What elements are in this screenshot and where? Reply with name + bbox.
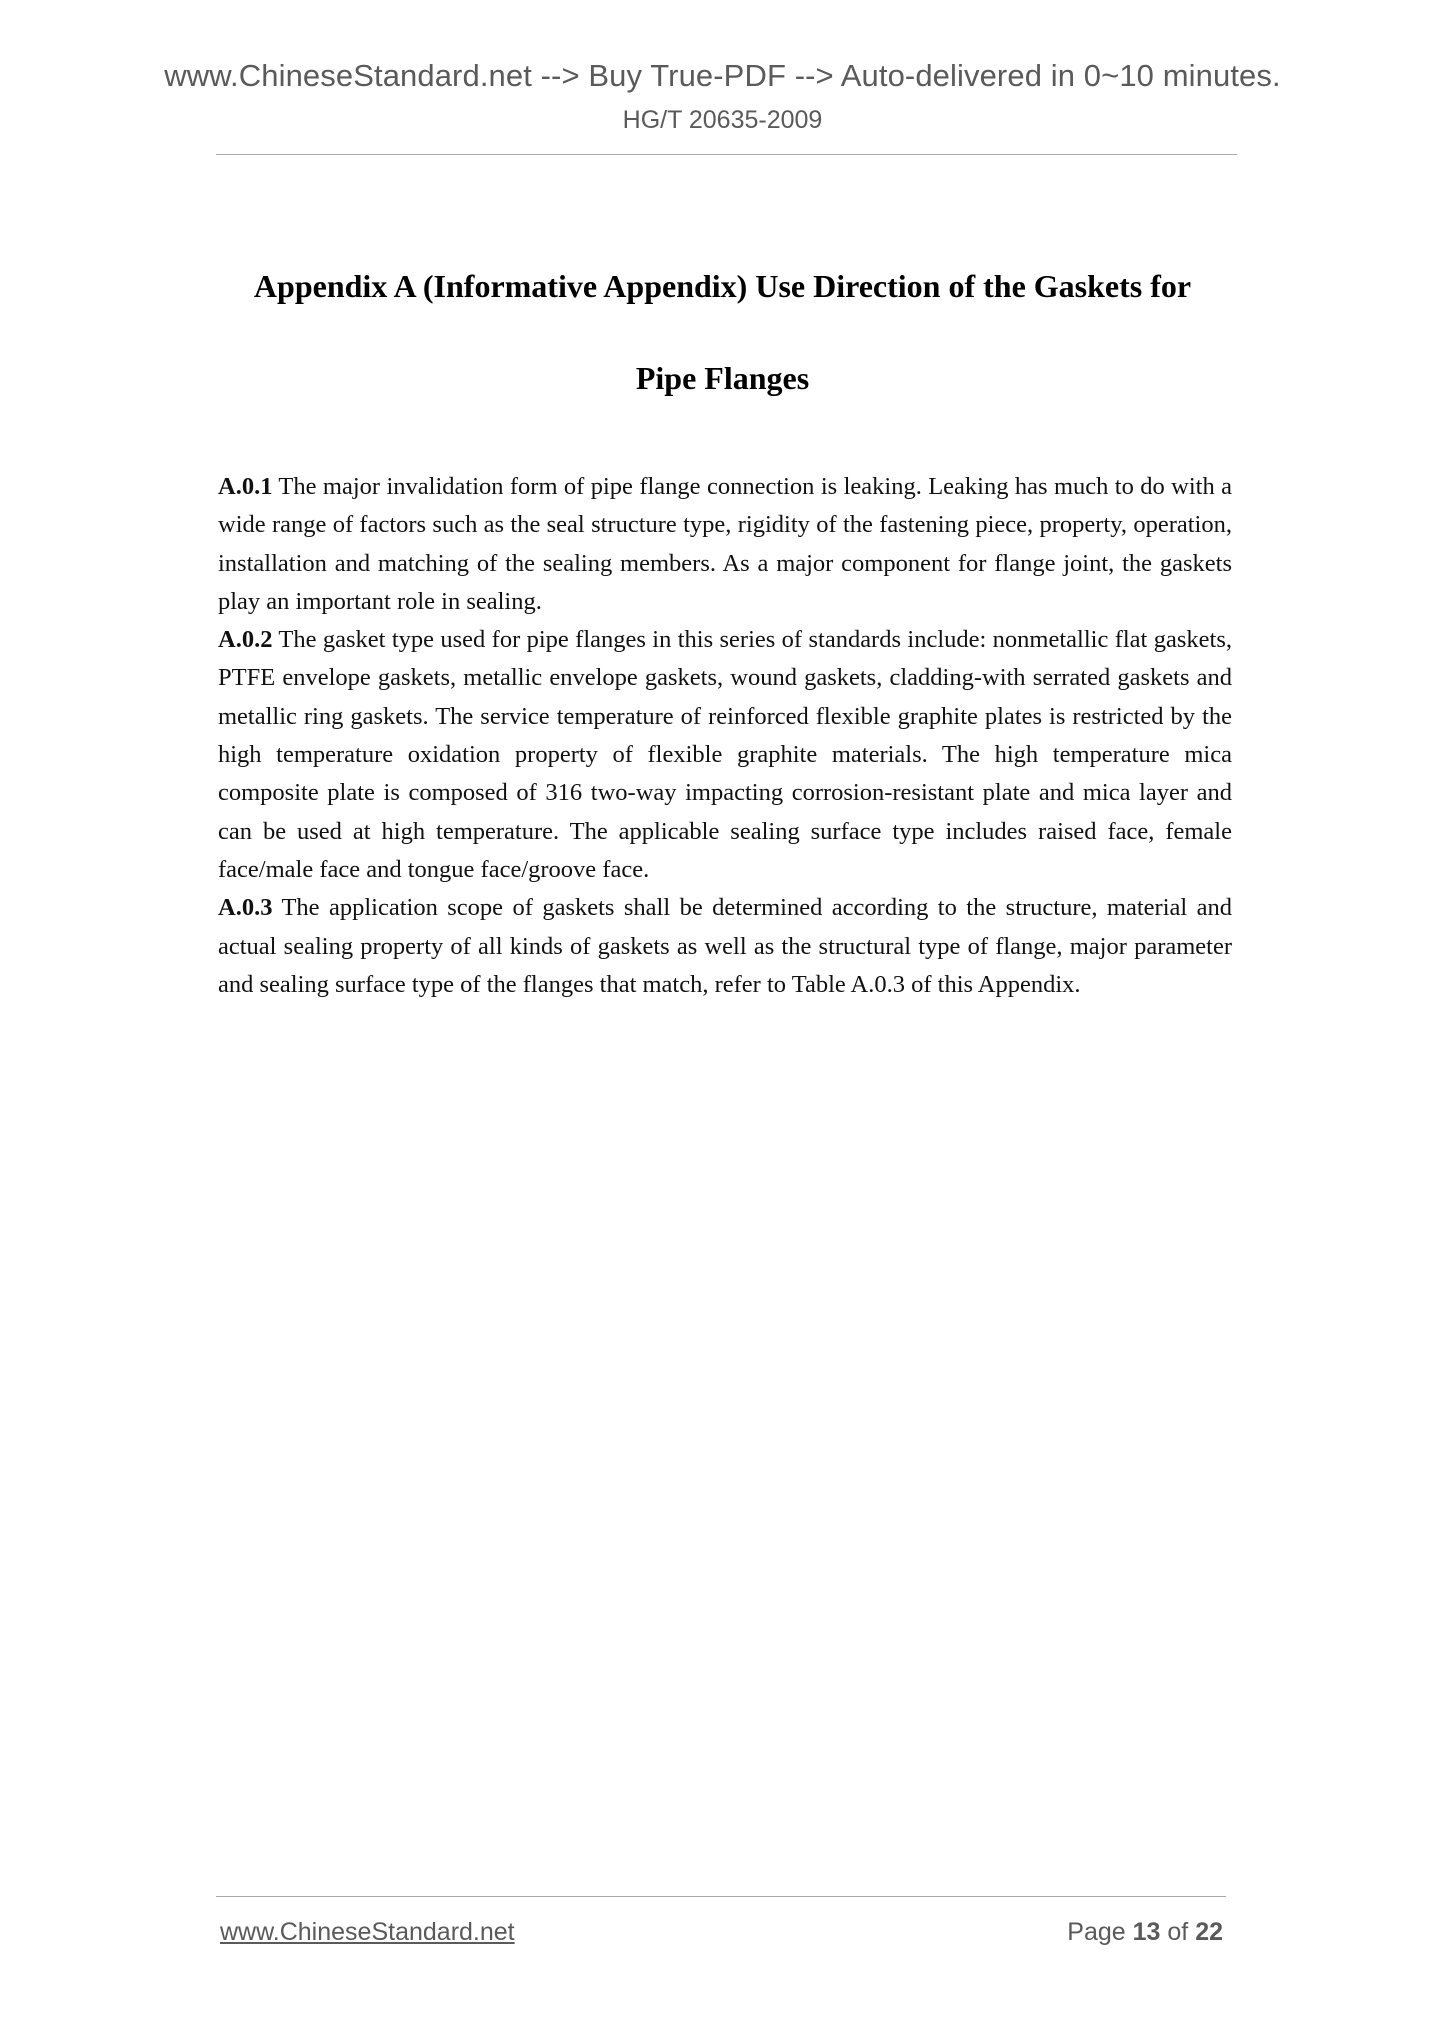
- page-word: Page: [1067, 1918, 1126, 1946]
- clause-number: A.0.1: [218, 473, 273, 500]
- page-current: 13: [1132, 1918, 1161, 1946]
- clause-number: A.0.2: [218, 626, 273, 654]
- page-indicator: [1067, 1918, 1223, 1947]
- header-divider: [216, 154, 1237, 155]
- page-of: of: [1167, 1918, 1189, 1946]
- footer-divider: [216, 1896, 1226, 1897]
- clause-a02: [218, 621, 1232, 889]
- clause-a01: [218, 468, 1232, 621]
- appendix-title-line-1: Appendix A (Informative Appendix) Use Direction of the Gaskets for: [253, 268, 1192, 304]
- page-total: 22: [1195, 1918, 1223, 1946]
- clause-a03: [218, 889, 1232, 1004]
- clause-text: The gasket type used for pipe flanges in this series of standards include: nonmetallic flat gaskets, PTFE envelope gaskets, metallic envelope gaskets, wound gaskets, cladding-with serrated gaskets and metallic ring gaskets. The service temperature of reinforced flexible graphite plates is restricted by the high temperature oxidation property of flexible graphite materials. The high temperature mica composite plate is composed of 316 two-way impacting corrosion-resistant plate and mica layer and can be used at high temperature. The applicable sealing surface type includes raised face, female face/male face and tongue face/groove face.: [218, 626, 1232, 883]
- clause-number: A.0.3: [218, 894, 273, 922]
- header-promo-text: www.ChineseStandard.net --> Buy True-PDF --> Auto-delivered in 0~10 minutes.: [164, 58, 1281, 93]
- clause-text: The application scope of gaskets shall be determined according to the structure, material and actual sealing property of all kinds of gaskets as well as the structural type of flange, major parameter and sealing surface type of the flanges that match, refer to Table A.0.3 of this Appendix.: [218, 894, 1233, 998]
- header-standard-code: HG/T 20635-2009: [622, 106, 823, 134]
- appendix-title-line-2: Pipe Flanges: [635, 360, 810, 396]
- footer-site-link[interactable]: www.ChineseStandard.net: [220, 1918, 515, 1946]
- appendix-body: [218, 468, 1232, 1004]
- clause-text: The major invalidation form of pipe flange connection is leaking. Leaking has much to do with a wide range of factors such as the seal structure type, rigidity of the fastening piece, property, operation, installation and matching of the sealing members. As a major component for flange joint, the gaskets play an important role in sealing.: [218, 473, 1232, 615]
